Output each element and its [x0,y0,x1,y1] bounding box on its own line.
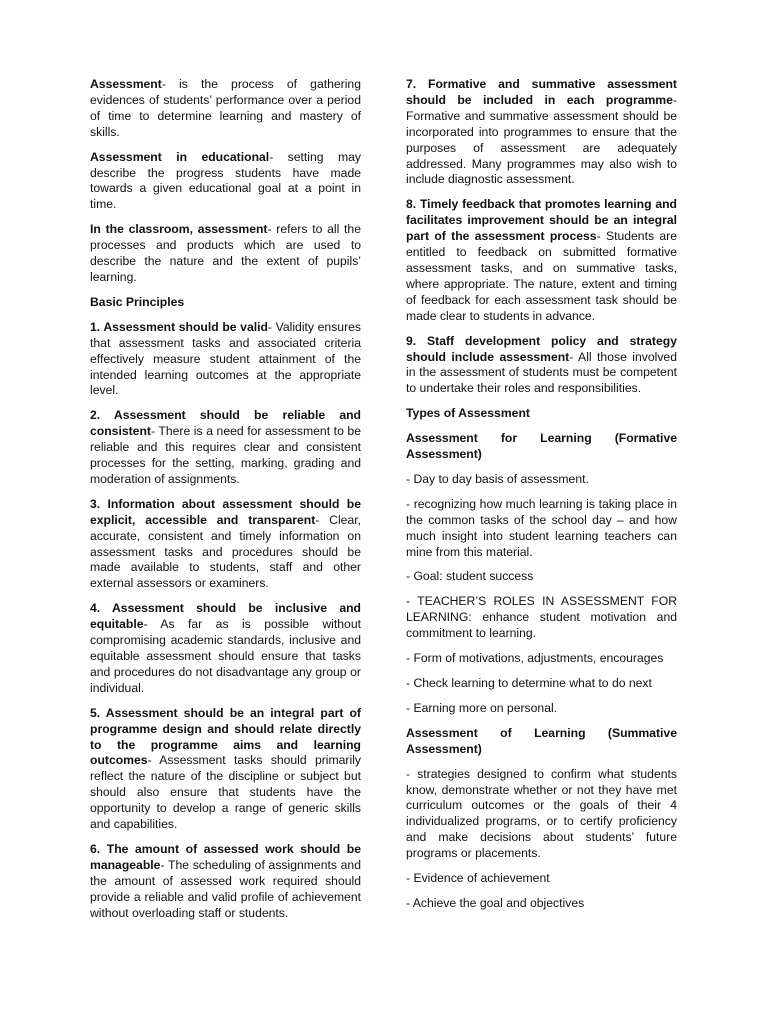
definition-classroom-assessment [90,222,361,286]
list-item [406,497,677,561]
subsection-heading: Assessment for Learning (Formative Assessment) [406,431,677,462]
list-item [406,767,677,862]
list-item-text: - Achieve the goal and objectives [406,895,585,910]
definition-text: - refers to all the processes and products which are used to describe the nature and the extent of pupils’ learning. [90,222,361,284]
principle-text: - There is a need for assessment to be reliable and this requires clear and consistent processes for the setting, marking, grading and moderation of assignments. [90,424,361,486]
principle-title: 1. Assessment should be valid [90,319,268,334]
section-heading: Types of Assessment [406,406,530,421]
heading-types-of-assessment [406,406,677,422]
principle-text: - All those involved in the assessment of students must be competent to undertake their roles and responsibilities. [406,349,677,396]
list-item-text: - TEACHER’S ROLES IN ASSESSMENT FOR LEARNING: enhance student motivation and commitment to learning. [406,594,677,641]
principle-7 [406,77,677,188]
right-column [406,77,677,921]
list-item [406,871,677,887]
principle-1 [90,320,361,400]
subsection-heading: Assessment of Learning (Summative Assessment) [406,725,677,756]
principle-title: 8. Timely feedback that promotes learning and facilitates improvement should be an integral part of the assessment process [406,197,677,244]
principle-4 [90,601,361,696]
list-item [406,676,677,692]
principle-9 [406,334,677,398]
list-item-text: - recognizing how much learning is taking place in the common tasks of the school day – and how much insight into student learning teachers can mine from this material. [406,496,677,559]
definition-text: - setting may describe the progress students have made towards a given educational goal at a point in time. [90,149,361,212]
term: In the classroom, assessment [90,222,268,237]
term: Assessment in educational [90,149,270,164]
list-item-text: - Day to day basis of assessment. [406,471,589,486]
section-heading: Basic Principles [90,294,185,309]
principle-title: 9. Staff development policy and strategy should include assessment [406,333,677,364]
heading-basic-principles [90,295,361,311]
principle-text: - Clear, accurate, consistent and timely information on assessment tasks and procedures should be made available to students, staff and other external assessors or examiners. [90,512,361,591]
definition-text: - is the process of gathering evidences of students’ performance over a period of time to determine learning and mastery of skills. [90,77,361,139]
list-item [406,651,677,667]
principle-title: 7. Formative and summative assessment should be included in each programme [406,77,677,107]
left-column [90,77,361,931]
principle-text: - Formative and summative assessment should be incorporated into programmes to ensure that the purposes of assessment are adequately addressed. Many programmes may also wish to include diagnostic assessment. [406,92,677,187]
list-item [406,594,677,642]
list-item [406,701,677,717]
list-item-text: - Check learning to determine what to do next [406,676,652,690]
principle-title: 3. Information about assessment should be explicit, accessible and transparent [90,496,361,527]
definition-assessment-in-educational [90,150,361,214]
principle-5 [90,706,361,833]
principle-2 [90,408,361,488]
principle-title: 2. Assessment should be reliable and consistent [90,408,361,439]
heading-assessment-for-learning [406,431,677,463]
principle-8 [406,197,677,324]
principle-title: 4. Assessment should be inclusive and equitable [90,601,361,632]
principle-text: - The scheduling of assignments and the amount of assessed work required should provide a reliable and valid profile of achievement without overloading staff or students. [90,857,361,920]
definition-assessment [90,77,361,141]
heading-assessment-of-learning [406,726,677,758]
principle-text: - Assessment tasks should primarily reflect the nature of the discipline or subject but should also ensure that students have the opportunity to develop a range of generic skills and capabilities. [90,753,361,832]
list-item-text: - strategies designed to confirm what students know, demonstrate whether or not they have met curriculum outcomes or the goals of their 4 individualized programs, or to certify proficiency and make decisions about students’ future programs or placements. [406,766,677,861]
principle-6 [90,842,361,922]
principle-title: 6. The amount of assessed work should be manageable [90,841,361,872]
principle-text: - Validity ensures that assessment tasks and associated criteria effectively measure student attainment of the intended learning outcomes at the appropriate level. [90,319,361,398]
list-item-text: - Evidence of achievement [406,871,550,886]
list-item-text: - Earning more on personal. [406,700,558,715]
list-item-text: - Goal: student success [406,569,534,584]
list-item-text: - Form of motivations, adjustments, encourages [406,651,664,666]
list-item [406,896,677,912]
list-item [406,472,677,488]
principle-3 [90,497,361,592]
principle-text: - As far as is possible without compromising academic standards, inclusive and equitable assessment should ensure that tasks and procedures do not disadvantage any group or individual. [90,617,361,695]
list-item [406,569,677,585]
principle-title: 5. Assessment should be an integral part of programme design and should relate directly to the programme aims and learning outcomes [90,705,361,768]
term: Assessment [90,77,162,91]
principle-text: - Students are entitled to feedback on submitted formative assessment tasks, and on summative tasks, where appropriate. The nature, extent and timing of feedback for each assessment task should be made clear to students in advance. [406,229,677,323]
